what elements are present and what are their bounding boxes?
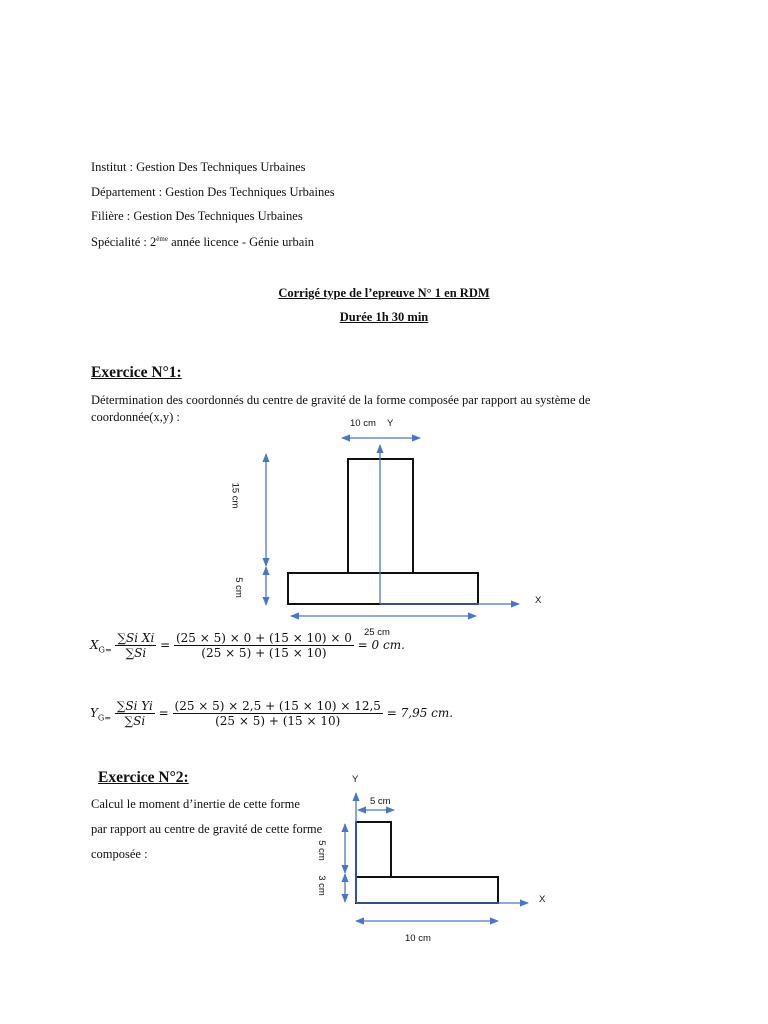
l-horizontal-rect: [356, 877, 498, 903]
fig2-label-3cm: 3 cm: [315, 875, 327, 896]
fig2-label-5cm-h: 5 cm: [315, 840, 327, 861]
l-vertical-rect: [356, 822, 391, 877]
exercise2-text-line2: par rapport au centre de gravité de cette forme: [91, 822, 323, 836]
yg-result: = 7,95 cm.: [386, 706, 454, 720]
specialite-prefix: Spécialité : 2: [91, 235, 157, 250]
document-title: Corrigé type de l’epreuve N° 1 en RDM: [278, 286, 490, 300]
xg-lhs: X: [90, 638, 99, 652]
fig2-label-10cm: 10 cm: [405, 933, 431, 944]
header-institut: Institut : Gestion Des Techniques Urbaines: [91, 160, 306, 174]
fig1-label-25cm: 25 cm: [364, 627, 390, 638]
yg-num: (25 × 5) × 2,5 + (15 × 10) × 12,5: [174, 699, 381, 713]
exercise2-title: Exercice N°2:: [98, 769, 189, 786]
xg-sum-den: ∑Si: [125, 646, 147, 660]
exercise2-text-line3: composée :: [91, 847, 148, 861]
header-filiere: Filière : Gestion Des Techniques Urbaines: [91, 209, 303, 223]
fig1-label-5cm: 5 cm: [232, 577, 244, 598]
exercise2-text-line1: Calcul le moment d’inertie de cette forme: [91, 797, 300, 811]
xg-sum-num: ∑Si Xi: [117, 631, 155, 645]
specialite-sup: ème: [156, 235, 168, 243]
exercise1-text-line2: coordonnée(x,y) :: [91, 410, 180, 424]
fig1-label-10cm: 10 cm: [350, 418, 376, 429]
xg-den: (25 × 5) + (15 × 10): [201, 646, 327, 660]
yg-lhs: Y: [90, 706, 98, 720]
yg-den: (25 × 5) + (15 × 10): [215, 714, 341, 728]
formula-yg: $Y_{G=}$ $\frac{\text{∑Si Yi}}{\sum Si}$ = $\frac{(25 \times 5) \times 2,5 + (15 \times 10) \times 12,5}{(25 \times 5) + (15 \times 10)}$ = 7,95 cm.: [90, 699, 454, 728]
specialite-suffix: année licence - Génie urbain: [167, 235, 315, 250]
exercise1-title: Exercice N°1:: [91, 364, 182, 381]
yg-lhs-sub: G=: [97, 713, 112, 723]
yg-sum-den: ∑Si: [124, 714, 146, 728]
fig2-label-y: Y: [352, 774, 359, 785]
yg-sum-num: ∑Si Yi: [116, 699, 153, 713]
header-departement: Département : Gestion Des Techniques Urbaines: [91, 185, 335, 199]
xg-lhs-sub: G=: [98, 645, 112, 655]
xg-result: = 0 cm.: [357, 638, 405, 652]
document-duration: Durée 1h 30 min: [339, 310, 429, 324]
fig1-label-15cm: 15 cm: [229, 482, 241, 509]
exercise1-text-line1: Détermination des coordonnés du centre de gravité de la forme composée par rapport au système de: [91, 393, 591, 407]
fig2-label-x: X: [539, 894, 546, 905]
xg-num: (25 × 5) × 0 + (15 × 10) × 0: [175, 631, 352, 645]
fig1-label-y: Y: [387, 418, 394, 429]
fig1-label-x: X: [535, 595, 542, 606]
fig2-label-5cm-w: 5 cm: [370, 796, 391, 807]
formula-xg: $X_{G=}$ $\frac{\text{∑Si Xi}}{\sum Si}$ = $\frac{(25 \times 5) \times 0 + (15 \times 10) \times 0}{(25 \times 5) + (15 \times 10)}$ = 0 cm.: [90, 631, 405, 660]
